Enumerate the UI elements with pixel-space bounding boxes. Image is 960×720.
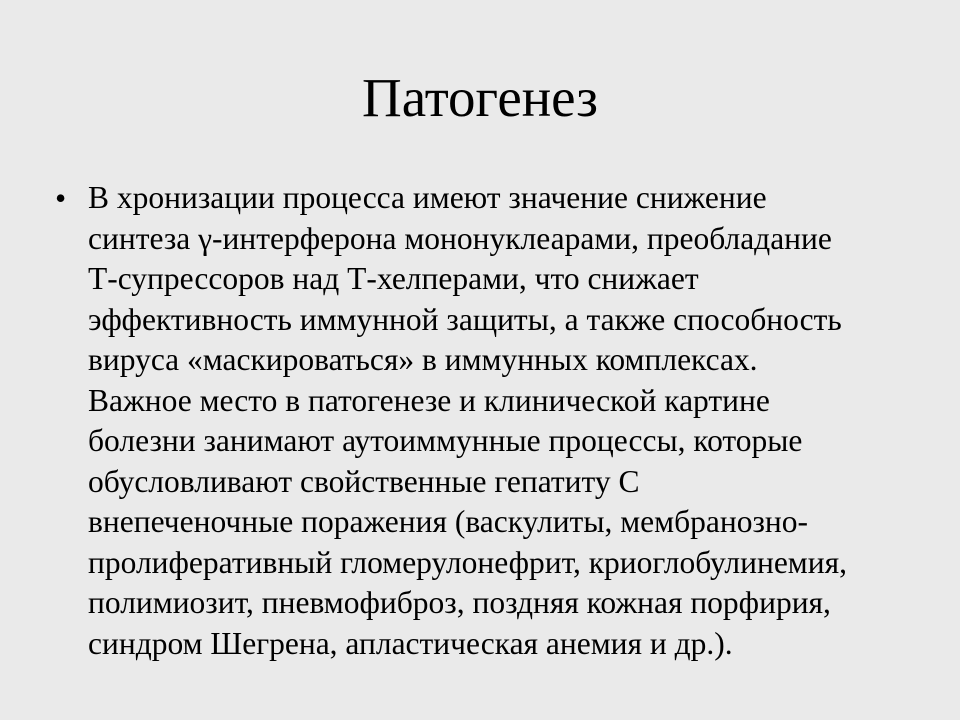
- bullet-line: синдром Шегрена, апластическая анемия и др.).: [88, 625, 733, 661]
- bullet-list: [55, 178, 915, 664]
- bullet-line: болезни занимают аутоиммунные процессы, которые: [88, 423, 803, 458]
- bullet-line: синтеза γ-интерферона мононуклеарами, преобладание: [88, 220, 832, 256]
- bullet-dot-icon: •: [55, 180, 67, 216]
- slide-title: Патогенез: [361, 67, 598, 128]
- bullet-line: В хронизации процесса имеют значение снижение: [88, 180, 767, 215]
- bullet-item: [55, 178, 915, 664]
- bullet-line: эффективность иммунной защиты, а также способность: [88, 301, 842, 337]
- bullet-line: вируса «маскироваться» в иммунных комплексах.: [88, 342, 758, 377]
- bullet-line: внепеченочные поражения (васкулиты, мембранозно-: [88, 504, 808, 539]
- bullet-line: обусловливают свойственные гепатиту С: [88, 463, 640, 499]
- bullet-line: Важное место в патогенезе и клинической картине: [88, 382, 770, 418]
- bullet-line: пролиферативный гломерулонефрит, криоглобулинемия,: [88, 544, 847, 580]
- bullet-line: полимиозит, пневмофиброз, поздняя кожная порфирия,: [88, 585, 831, 620]
- bullet-line: Т-супрессоров над Т-хелперами, что снижает: [88, 261, 699, 296]
- bullet-text: [88, 178, 915, 664]
